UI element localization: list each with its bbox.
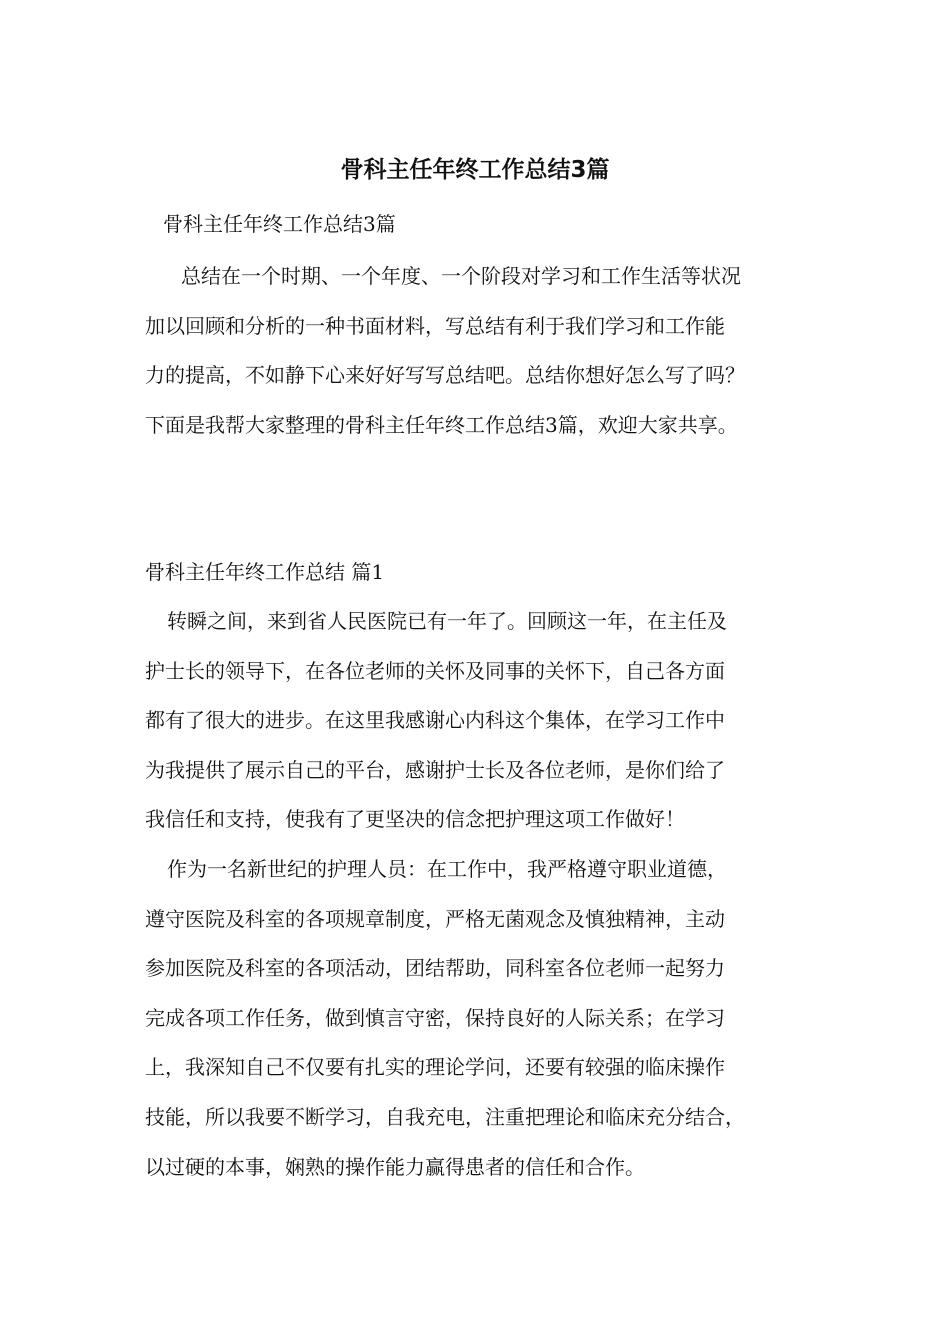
intro-line: 加以回顾和分析的一种书面材料，写总结有利于我们学习和工作能 [145, 313, 725, 338]
intro-line: 总结在一个时期、一个年度、一个阶段对学习和工作生活等状况 [181, 264, 741, 288]
document-title: 骨科主任年终工作总结3篇 [340, 157, 610, 183]
body-paragraph-2 [145, 845, 835, 1192]
intro-line: 下面是我帮大家整理的骨科主任年终工作总结3篇，欢迎大家共享。 [145, 412, 738, 437]
body-paragraph-1 [145, 597, 835, 845]
paragraph-line: 完成各项工作任务，做到慎言守密，保持良好的人际关系；在学习 [145, 1005, 725, 1030]
section-heading: 骨科主任年终工作总结 篇1 [145, 560, 385, 584]
paragraph-line: 都有了很大的进步。在这里我感谢心内科这个集体，在学习工作中 [145, 708, 725, 733]
paragraph-line: 技能，所以我要不断学习，自我充电，注重把理论和临床充分结合， [145, 1104, 745, 1129]
paragraph-line: 护士长的领导下，在各位老师的关怀及同事的关怀下，自己各方面 [145, 658, 725, 683]
paragraph-line: 上，我深知自己不仅要有扎实的理论学问，还要有较强的临床操作 [145, 1055, 725, 1080]
intro-paragraph [145, 252, 835, 450]
paragraph-line: 作为一名新世纪的护理人员：在工作中，我严格遵守职业道德， [167, 857, 727, 881]
paragraph-line: 为我提供了展示自己的平台，感谢护士长及各位老师，是你们给了 [145, 757, 725, 782]
paragraph-line: 以过硬的本事，娴熟的操作能力赢得患者的信任和合作。 [145, 1154, 645, 1179]
paragraph-line: 遵守医院及科室的各项规章制度，严格无菌观念及慎独精神，主动 [145, 906, 725, 931]
paragraph-line: 我信任和支持，使我有了更坚决的信念把护理这项工作做好！ [145, 807, 685, 832]
paragraph-line: 参加医院及科室的各项活动，团结帮助，同科室各位老师一起努力 [145, 956, 725, 981]
document-subtitle: 骨科主任年终工作总结3篇 [163, 212, 396, 236]
intro-line: 力的提高，不如静下心来好好写写总结吧。总结你想好怎么写了吗？ [145, 363, 745, 388]
paragraph-line: 转瞬之间，来到省人民医院已有一年了。回顾这一年，在主任及 [167, 609, 727, 633]
